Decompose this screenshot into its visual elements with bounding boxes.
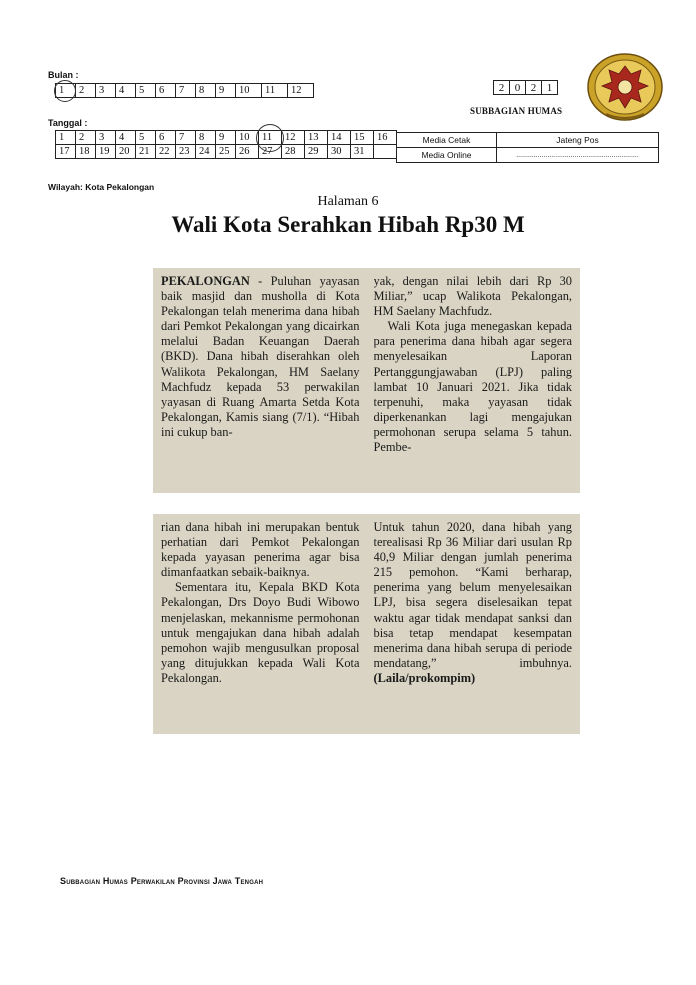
grid-cell: 16 <box>374 131 397 145</box>
grid-cell: 7 <box>176 131 196 145</box>
headline: Wali Kota Serahkan Hibah Rp30 M <box>171 212 525 237</box>
grid-cell: 7 <box>176 84 196 98</box>
grid-cell: 26 <box>236 145 259 159</box>
article-paragraph: Sementara itu, Kepala BKD Kota Pekalongan, Drs Doyo Budi Wibowo menjelaskan, mekannisme permohonan untuk mengajukan dana hibah adalah pemohon wajib mengusulkan proposal yang ditujukkan kepada Wali Kota Pekalongan. <box>161 580 360 685</box>
year-box <box>493 80 558 95</box>
grid-cell: 8 <box>196 84 216 98</box>
grid-cell: 10 <box>236 131 259 145</box>
media-online-label: Media Online <box>397 148 497 163</box>
article-clip-top <box>153 268 580 493</box>
grid-cell: 24 <box>196 145 216 159</box>
footer-label: Subbagian Humas Perwakilan Provinsi Jawa Tengah <box>60 876 264 886</box>
garuda-emblem-icon <box>586 52 664 122</box>
grid-cell: 20 <box>116 145 136 159</box>
grid-cell: 23 <box>176 145 196 159</box>
media-table <box>396 132 659 163</box>
wilayah-label: Wilayah: Kota Pekalongan <box>48 182 155 192</box>
grid-cell: 31 <box>351 145 374 159</box>
article-clip-bottom <box>153 514 580 734</box>
grid-cell: 13 <box>305 131 328 145</box>
grid-cell: 14 <box>328 131 351 145</box>
date-grid <box>55 130 397 159</box>
month-selection-circle <box>54 80 76 102</box>
article-paragraph: yak, dengan nilai lebih dari Rp 30 Miliar,” ucap Walikota Pekalongan, HM Saelany Machfudz. <box>373 274 572 319</box>
article-column <box>161 274 360 487</box>
grid-cell: 12 <box>288 84 314 98</box>
media-cetak-value: Jateng Pos <box>497 133 659 148</box>
article-paragraph <box>161 274 360 440</box>
article-paragraph <box>374 520 573 686</box>
grid-cell: 3 <box>96 84 116 98</box>
grid-cell: 2 <box>526 81 542 95</box>
grid-cell: 28 <box>282 145 305 159</box>
grid-cell: 9 <box>216 131 236 145</box>
grid-cell: 30 <box>328 145 351 159</box>
grid-cell: 4 <box>116 131 136 145</box>
grid-cell: 15 <box>351 131 374 145</box>
grid-cell: 1 <box>56 84 76 98</box>
media-online-value: ............................................................... <box>497 148 659 163</box>
tanggal-label: Tanggal : <box>48 118 88 128</box>
grid-cell: 10 <box>236 84 262 98</box>
media-cetak-label: Media Cetak <box>397 133 497 148</box>
grid-cell: 8 <box>196 131 216 145</box>
grid-cell: 25 <box>216 145 236 159</box>
grid-cell: 9 <box>216 84 236 98</box>
grid-cell: 1 <box>56 131 76 145</box>
article-column <box>374 274 573 487</box>
article-text: - Puluhan yayasan baik masjid dan musholla di Kota Pekalongan telah menerima dana hibah dari Pemkot Pekalongan yang dicairkan melalui Badan Keuangan Daerah (BKD). Dana hibah diserahkan oleh Walikota Pekalongan, HM Saelany Machfudz kepada 53 perwakilan yayasan di Ruang Amarta Setda Kota Pekalongan, Kamis siang (7/1). “Hibah ini cukup ban- <box>161 274 360 439</box>
article-paragraph: rian dana hibah ini merupakan bentuk perhatian dari Pemkot Pekalongan kepada yayasan penerima agar bisa dimanfaatkan sebaik-baiknya. <box>161 520 360 580</box>
grid-cell: 0 <box>510 81 526 95</box>
page-number: Halaman 6 <box>317 194 379 209</box>
article-column <box>374 520 573 728</box>
grid-cell: 11 <box>259 131 282 145</box>
grid-cell: 17 <box>56 145 76 159</box>
grid-cell: 4 <box>116 84 136 98</box>
grid-cell <box>374 145 397 159</box>
grid-cell: 5 <box>136 84 156 98</box>
grid-cell: 2 <box>76 84 96 98</box>
grid-cell: 12 <box>282 131 305 145</box>
grid-cell: 19 <box>96 145 116 159</box>
grid-cell: 18 <box>76 145 96 159</box>
grid-cell: 6 <box>156 131 176 145</box>
bulan-label: Bulan : <box>48 70 79 80</box>
unit-label: SUBBAGIAN HUMAS <box>470 106 563 116</box>
grid-cell: 2 <box>76 131 96 145</box>
grid-cell: 5 <box>136 131 156 145</box>
article-column <box>161 520 360 728</box>
grid-cell: 22 <box>156 145 176 159</box>
date-selection-circle <box>256 124 284 152</box>
grid-cell: 21 <box>136 145 156 159</box>
grid-cell: 3 <box>96 131 116 145</box>
dateline: PEKALONGAN <box>161 274 250 288</box>
grid-cell: 6 <box>156 84 176 98</box>
grid-cell: 2 <box>494 81 510 95</box>
grid-cell: 1 <box>542 81 558 95</box>
grid-cell: 27 <box>259 145 282 159</box>
article-paragraph: Wali Kota juga menegaskan kepada para penerima dana hibah agar segera menyelesaikan Laporan Pertanggungjawaban (LPJ) paling lambat 10 Januari 2021. Jika tidak terpenuhi, maka yayasan tidak diperkenankan lagi mengajukan permohonan serupa selama 5 tahun. Pembe- <box>373 319 572 455</box>
grid-cell: 11 <box>262 84 288 98</box>
article-text: Untuk tahun 2020, dana hibah yang terealisasi Rp 36 Miliar dari usulan Rp 40,9 Miliar dengan jumlah penerima 215 pemohon. “Kami berharap, penerima yang belum menyelesaikan LPJ, bisa segera diselesaikan tepat waktu agar tidak mendapat sanksi dan bisa tetap mendapat kesempatan menerima dana hibah serupa di periode mendatang,” imbuhnya. <box>373 520 572 670</box>
grid-cell: 29 <box>305 145 328 159</box>
byline: (Laila/prokompim) <box>373 670 476 685</box>
month-grid <box>55 83 314 98</box>
